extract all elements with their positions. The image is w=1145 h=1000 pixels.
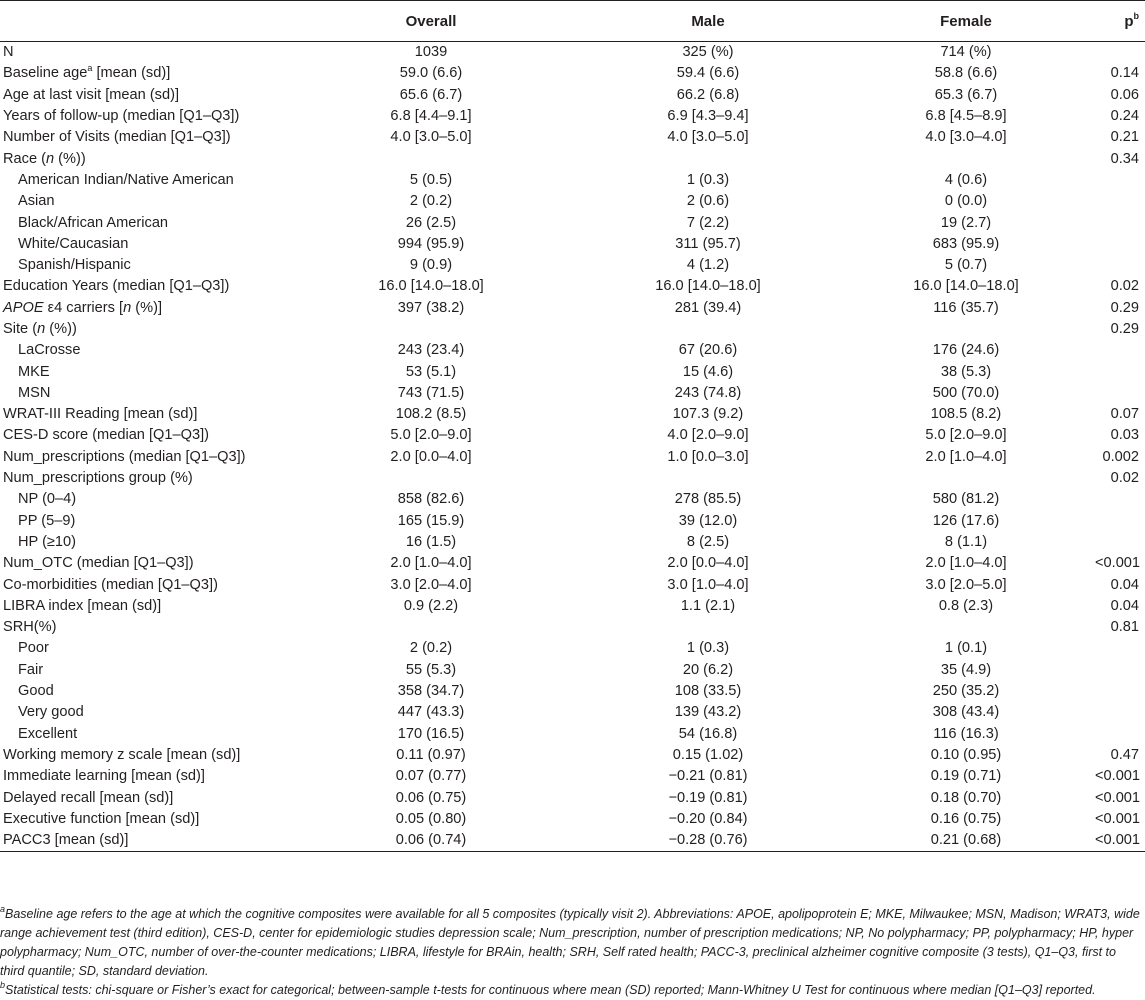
cell-male: 4 (1.2) — [686, 257, 730, 274]
row-label — [0, 148, 283, 169]
cell-p-value: 0.14 — [1110, 65, 1139, 82]
row-label — [0, 447, 283, 468]
row-label — [0, 724, 283, 745]
row-label-text: PP (5–9) — [18, 512, 76, 529]
row-label — [0, 830, 283, 852]
footnote-b-mark: b — [0, 979, 6, 990]
cell-overall: 5 (0.5) — [409, 171, 453, 188]
table-row — [0, 574, 1145, 595]
cell-female: 714 (%) — [940, 44, 992, 61]
table-row — [0, 468, 1145, 489]
cell-male: 59.4 (6.6) — [676, 65, 740, 82]
cell-overall: 2 (0.2) — [409, 640, 453, 657]
cell-female: 108.5 (8.2) — [930, 406, 1002, 423]
cell-overall: 0.11 (0.97) — [396, 746, 466, 763]
cell-overall: 0.9 (2.2) — [403, 597, 459, 614]
cell-female — [837, 319, 1095, 340]
cell-female: 5 (0.7) — [944, 257, 988, 274]
table-row — [0, 809, 1145, 830]
row-label — [0, 809, 283, 830]
table-row — [0, 148, 1145, 169]
cell-overall: 994 (95.9) — [397, 235, 465, 252]
cell-p-value — [1095, 532, 1145, 553]
cell-p-value: <0.001 — [1095, 768, 1141, 785]
cell-female: 8 (1.1) — [944, 533, 988, 550]
row-label-text: CES-D score (median [Q1–Q3]) — [3, 427, 210, 444]
cell-overall: 53 (5.1) — [405, 363, 457, 380]
row-label — [0, 468, 283, 489]
row-label-text: Num_prescriptions (median [Q1–Q3]) — [3, 448, 246, 465]
footnote-b — [0, 981, 1140, 1000]
cell-female: 0.19 (0.71) — [930, 768, 1002, 785]
table-row — [0, 170, 1145, 191]
row-label — [0, 191, 283, 212]
row-label-italic: n — [123, 299, 132, 316]
cell-overall — [283, 319, 579, 340]
cell-male: 2 (0.6) — [686, 193, 730, 210]
table-row — [0, 745, 1145, 766]
table-body — [0, 42, 1145, 852]
cell-p-value: 0.47 — [1110, 746, 1139, 763]
cell-male: 278 (85.5) — [674, 491, 742, 508]
cell-male: 67 (20.6) — [678, 342, 738, 359]
cell-overall: 6.8 [4.4–9.1] — [390, 108, 472, 125]
row-label — [0, 638, 283, 659]
row-label-suffix: (%)) — [45, 321, 77, 337]
row-label — [0, 63, 283, 84]
cell-p-value — [1095, 681, 1145, 702]
row-label-text: Fair — [18, 661, 44, 678]
cell-male: 39 (12.0) — [678, 512, 738, 529]
cell-p-value — [1095, 638, 1145, 659]
cell-p-value — [1095, 702, 1145, 723]
cell-male — [579, 148, 837, 169]
cell-male: −0.19 (0.81) — [668, 789, 748, 806]
row-label-suffix: [mean (sd)] — [92, 65, 171, 82]
cell-male: 20 (6.2) — [682, 661, 734, 678]
cell-female: 4 (0.6) — [944, 171, 988, 188]
cell-overall: 16.0 [14.0–18.0] — [378, 278, 484, 295]
table-row — [0, 106, 1145, 127]
cell-p-value — [1095, 170, 1145, 191]
cell-overall: 358 (34.7) — [397, 683, 465, 700]
cell-female — [837, 617, 1095, 638]
header-overall: Overall — [283, 1, 579, 42]
row-label-text: Years of follow-up (median [Q1–Q3]) — [3, 108, 240, 125]
cell-p-value: 0.24 — [1110, 108, 1139, 125]
cell-female: 0.18 (0.70) — [930, 789, 1002, 806]
cell-p-value: 0.29 — [1110, 299, 1139, 316]
cell-p-value — [1095, 361, 1145, 382]
cell-overall — [283, 617, 579, 638]
row-label-superscript: a — [87, 62, 93, 73]
row-label — [0, 511, 283, 532]
cell-overall: 16 (1.5) — [405, 533, 457, 550]
cell-overall: 59.0 (6.6) — [399, 65, 463, 82]
row-label-text: Spanish/Hispanic — [18, 257, 131, 274]
cell-male: 108 (33.5) — [674, 683, 742, 700]
row-label — [0, 596, 283, 617]
table-row — [0, 724, 1145, 745]
cell-female: 0.16 (0.75) — [930, 810, 1002, 827]
cell-overall: 26 (2.5) — [405, 214, 457, 231]
cell-male — [579, 468, 837, 489]
row-label — [0, 787, 283, 808]
cell-female — [837, 148, 1095, 169]
cell-p-value: 0.34 — [1110, 150, 1139, 167]
header-p-sup: b — [1133, 10, 1139, 21]
cell-male: 3.0 [1.0–4.0] — [667, 576, 749, 593]
cell-p-value — [1095, 234, 1145, 255]
row-label-text: Very good — [18, 704, 84, 721]
row-label-text: Education Years (median [Q1–Q3]) — [3, 278, 230, 295]
row-label-text: Age at last visit [mean (sd)] — [3, 86, 180, 103]
row-label — [0, 42, 283, 64]
row-label-text: White/Caucasian — [18, 235, 129, 252]
row-label — [0, 106, 283, 127]
table-row — [0, 191, 1145, 212]
cell-female: 126 (17.6) — [932, 512, 1000, 529]
cell-p-value — [1095, 212, 1145, 233]
cell-overall: 2.0 [0.0–4.0] — [390, 448, 472, 465]
cell-overall — [283, 468, 579, 489]
cell-female: 500 (70.0) — [932, 384, 1000, 401]
cell-female: 19 (2.7) — [940, 214, 992, 231]
footnote-b-text: Statistical tests: chi-square or Fisher’s exact for categorical; between-sample t-tests for continuous where mean (SD) reported; Mann-Whitney U Test for continuous where median [Q1–Q3] reported. — [5, 983, 1096, 997]
row-label — [0, 276, 283, 297]
table-row — [0, 383, 1145, 404]
cell-male: 325 (%) — [682, 44, 734, 61]
table-row — [0, 425, 1145, 446]
cell-p-value: 0.04 — [1110, 597, 1139, 614]
row-label-text: WRAT-III Reading [mean (sd)] — [3, 406, 198, 423]
cell-male: 1 (0.3) — [686, 171, 730, 188]
table-row — [0, 638, 1145, 659]
cell-female: 0.8 (2.3) — [938, 597, 994, 614]
cell-female: 6.8 [4.5–8.9] — [925, 108, 1007, 125]
row-label-text: Delayed recall [mean (sd)] — [3, 789, 174, 806]
cell-overall: 0.07 (0.77) — [395, 768, 467, 785]
cell-p-value: 0.81 — [1110, 619, 1139, 636]
table-row — [0, 212, 1145, 233]
cell-male: 243 (74.8) — [674, 384, 742, 401]
header-female: Female — [837, 1, 1095, 42]
row-label-text: LIBRA index [mean (sd)] — [3, 597, 162, 614]
row-label — [0, 766, 283, 787]
row-label-text: Num_OTC (median [Q1–Q3]) — [3, 555, 194, 572]
cell-p-value: 0.02 — [1110, 470, 1139, 487]
cell-male: −0.21 (0.81) — [668, 768, 748, 785]
header-p — [1095, 1, 1145, 42]
row-label-text: LaCrosse — [18, 342, 81, 359]
cell-male: 1.1 (2.1) — [680, 597, 736, 614]
header-label — [0, 1, 283, 42]
cell-male: −0.28 (0.76) — [579, 830, 837, 852]
cell-male: 4.0 [3.0–5.0] — [667, 129, 749, 146]
cell-overall: 0.06 (0.75) — [395, 789, 467, 806]
cell-p-value: 0.002 — [1102, 448, 1139, 465]
cell-male: 66.2 (6.8) — [676, 86, 740, 103]
row-label — [0, 404, 283, 425]
cell-overall: 2.0 [1.0–4.0] — [390, 555, 472, 572]
cell-male: 4.0 [2.0–9.0] — [667, 427, 749, 444]
cell-female: 116 (35.7) — [933, 299, 999, 316]
row-label-text: Working memory z scale [mean (sd)] — [3, 746, 241, 763]
cell-overall: 2 (0.2) — [409, 193, 453, 210]
row-label — [0, 745, 283, 766]
row-label — [0, 319, 283, 340]
row-label — [0, 383, 283, 404]
row-label-text: HP (≥10) — [18, 533, 77, 550]
cell-overall: 5.0 [2.0–9.0] — [390, 427, 472, 444]
cell-female: 250 (35.2) — [932, 683, 1000, 700]
row-label-text: Baseline age — [3, 65, 88, 82]
cell-female: 5.0 [2.0–9.0] — [925, 427, 1007, 444]
cell-p-value — [1095, 489, 1145, 510]
cell-female: 2.0 [1.0–4.0] — [925, 448, 1007, 465]
cell-female: 1 (0.1) — [944, 640, 988, 657]
cell-overall: 165 (15.9) — [397, 512, 465, 529]
cell-male: 1 (0.3) — [686, 640, 730, 657]
cell-overall: 1039 — [414, 44, 448, 61]
row-label-text: MKE — [18, 363, 50, 380]
cell-female: 683 (95.9) — [932, 235, 1000, 252]
cell-female — [837, 468, 1095, 489]
table-row — [0, 447, 1145, 468]
row-label-text: Co-morbidities (median [Q1–Q3]) — [3, 576, 218, 593]
table-row — [0, 489, 1145, 510]
row-label-text: MSN — [18, 384, 51, 401]
cell-p-value: 0.07 — [1110, 406, 1139, 423]
cell-female: 0.21 (0.68) — [837, 830, 1095, 852]
row-label — [0, 532, 283, 553]
cell-male: 16.0 [14.0–18.0] — [655, 278, 761, 295]
row-label-text: Good — [18, 683, 54, 700]
row-label-text: Black/African American — [18, 214, 169, 231]
header-male: Male — [579, 1, 837, 42]
cell-male: 107.3 (9.2) — [672, 406, 744, 423]
cell-p-value: 0.04 — [1110, 576, 1139, 593]
row-label — [0, 255, 283, 276]
row-label — [0, 361, 283, 382]
cell-p-value — [1095, 724, 1145, 745]
cell-p-value: <0.001 — [1095, 830, 1145, 852]
table-row — [0, 234, 1145, 255]
footnotes — [0, 905, 1140, 1000]
cell-female: 16.0 [14.0–18.0] — [913, 278, 1019, 295]
table-row — [0, 702, 1145, 723]
row-label — [0, 681, 283, 702]
row-label — [0, 660, 283, 681]
row-label-text: American Indian/Native American — [18, 171, 234, 188]
row-label-text: SRH(%) — [3, 619, 57, 636]
row-label — [0, 489, 283, 510]
cell-p-value: 0.06 — [1110, 86, 1139, 103]
row-label — [0, 574, 283, 595]
row-label-text: Site ( — [3, 321, 38, 337]
cell-female: 580 (81.2) — [932, 491, 1000, 508]
cell-p-value: 0.21 — [1110, 129, 1139, 146]
row-label — [0, 85, 283, 106]
cell-male: 8 (2.5) — [686, 533, 730, 550]
header-p-text: p — [1124, 12, 1134, 30]
table-row — [0, 340, 1145, 361]
cell-female: 58.8 (6.6) — [934, 65, 998, 82]
row-label-text: Asian — [18, 193, 55, 210]
table-row — [0, 511, 1145, 532]
cell-overall: 447 (43.3) — [397, 704, 465, 721]
cell-overall: 0.05 (0.80) — [395, 810, 467, 827]
cell-female: 65.3 (6.7) — [934, 86, 998, 103]
cell-female: 116 (16.3) — [933, 725, 999, 742]
cell-female: 35 (4.9) — [940, 661, 992, 678]
cell-p-value — [1095, 660, 1145, 681]
cell-overall: 65.6 (6.7) — [399, 86, 463, 103]
table-row — [0, 681, 1145, 702]
row-label — [0, 617, 283, 638]
cell-male: 7 (2.2) — [686, 214, 730, 231]
cell-male: −0.20 (0.84) — [668, 810, 748, 827]
table-row — [0, 42, 1145, 64]
cell-overall: 108.2 (8.5) — [395, 406, 467, 423]
cell-p-value — [1095, 383, 1145, 404]
table-row — [0, 361, 1145, 382]
table-row — [0, 617, 1145, 638]
row-label — [0, 170, 283, 191]
cell-p-value — [1095, 511, 1145, 532]
table-row — [0, 596, 1145, 617]
table-row — [0, 127, 1145, 148]
cell-p-value: <0.001 — [1095, 555, 1141, 572]
table-header — [0, 1, 1145, 42]
table-row — [0, 63, 1145, 84]
table-row — [0, 830, 1145, 852]
row-label — [0, 212, 283, 233]
table-row — [0, 553, 1145, 574]
row-label-text: Poor — [18, 640, 49, 657]
row-label-text: Race ( — [3, 150, 46, 167]
cell-female: 4.0 [3.0–4.0] — [925, 129, 1007, 146]
cell-overall: 397 (38.2) — [397, 299, 465, 316]
table-row — [0, 660, 1145, 681]
row-label-suffix: (%)] — [131, 299, 162, 316]
row-label — [0, 553, 283, 574]
row-label-suffix: (%)) — [54, 150, 86, 167]
table-row — [0, 276, 1145, 297]
footnote-a — [0, 905, 1140, 981]
cell-male: 139 (43.2) — [674, 704, 742, 721]
row-label-text: PACC3 [mean (sd)] — [3, 832, 129, 849]
row-label — [0, 234, 283, 255]
cell-male: 54 (16.8) — [678, 725, 738, 742]
cell-male: 1.0 [0.0–3.0] — [667, 448, 749, 465]
cell-female: 2.0 [1.0–4.0] — [925, 555, 1007, 572]
row-label-text: Excellent — [18, 725, 78, 742]
row-label-text: ε4 carriers [ — [43, 299, 124, 316]
cell-p-value: 0.03 — [1110, 427, 1139, 444]
table-row — [0, 787, 1145, 808]
cell-p-value — [1095, 191, 1145, 212]
table-row — [0, 255, 1145, 276]
cell-male — [579, 617, 837, 638]
table-row — [0, 766, 1145, 787]
cell-male: 281 (39.4) — [674, 299, 742, 316]
row-label-text: NP (0–4) — [18, 491, 77, 508]
cell-p-value: 0.02 — [1110, 278, 1139, 295]
table-row — [0, 298, 1145, 319]
cell-male: 15 (4.6) — [682, 363, 734, 380]
row-label — [0, 702, 283, 723]
row-label-text: Num_prescriptions group (%) — [3, 470, 193, 487]
row-label-italic: n — [37, 321, 46, 337]
row-label-italic: n — [45, 150, 55, 167]
cell-p-value — [1095, 340, 1145, 361]
cell-male — [579, 319, 837, 340]
cell-p-value: 0.29 — [1110, 321, 1139, 337]
cell-female: 176 (24.6) — [932, 342, 1000, 359]
row-label — [0, 127, 283, 148]
table-row — [0, 404, 1145, 425]
cell-overall: 55 (5.3) — [405, 661, 457, 678]
cell-female: 0.10 (0.95) — [930, 746, 1002, 763]
row-label — [0, 340, 283, 361]
cell-p-value: <0.001 — [1095, 789, 1141, 806]
cell-male: 0.15 (1.02) — [672, 746, 744, 763]
row-label-italic: APOE — [3, 299, 44, 316]
table-row — [0, 319, 1145, 340]
cell-male: 6.9 [4.3–9.4] — [667, 108, 749, 125]
cell-male: 311 (95.7) — [675, 235, 741, 252]
cell-female: 308 (43.4) — [932, 704, 1000, 721]
footnote-a-mark: a — [0, 903, 6, 914]
cell-overall: 0.06 (0.74) — [283, 830, 579, 852]
row-label-text: N — [3, 44, 14, 61]
row-label-text: Immediate learning [mean (sd)] — [3, 768, 205, 785]
cell-p-value — [1095, 255, 1145, 276]
footnote-a-text: Baseline age refers to the age at which the cognitive composites were available for all 5 composites (typically visit 2). Abbreviations: APOE, apolipoprotein E; MKE, Milwaukee; MSN, Madison; WRAT3, wide range achievement test (third edition), CES-D, center for epidemiologic studies depression scale; Num_prescription, number of prescription medications; NP, No polypharmacy; PP, polypharmacy; HP, hyper polypharmacy; Num_OTC, number of over-the-counter medications; LIBRA, lifestyle for BRAin, health; SRH, Self rated health; PACC-3, preclinical alzheimer cognitive composite (3 tests), Q1–Q3, first to third quantile; SD, standard deviation. — [0, 907, 1140, 978]
cell-overall: 243 (23.4) — [397, 342, 465, 359]
table-row — [0, 85, 1145, 106]
cell-overall: 170 (16.5) — [397, 725, 465, 742]
cell-overall: 858 (82.6) — [397, 491, 465, 508]
cell-female: 0 (0.0) — [944, 193, 988, 210]
cell-p-value — [1095, 42, 1145, 64]
cell-p-value: <0.001 — [1095, 810, 1141, 827]
row-label — [0, 425, 283, 446]
cell-male: 2.0 [0.0–4.0] — [667, 555, 749, 572]
cell-female: 38 (5.3) — [940, 363, 992, 380]
row-label — [0, 298, 283, 319]
cell-overall: 3.0 [2.0–4.0] — [390, 576, 472, 593]
cell-female: 3.0 [2.0–5.0] — [925, 576, 1007, 593]
cell-overall: 743 (71.5) — [397, 384, 465, 401]
table-row — [0, 532, 1145, 553]
row-label-text: Executive function [mean (sd)] — [3, 810, 200, 827]
cell-overall: 4.0 [3.0–5.0] — [390, 129, 472, 146]
cell-overall — [283, 148, 579, 169]
row-label-text: Number of Visits (median [Q1–Q3]) — [3, 129, 231, 146]
cell-overall: 9 (0.9) — [409, 257, 453, 274]
